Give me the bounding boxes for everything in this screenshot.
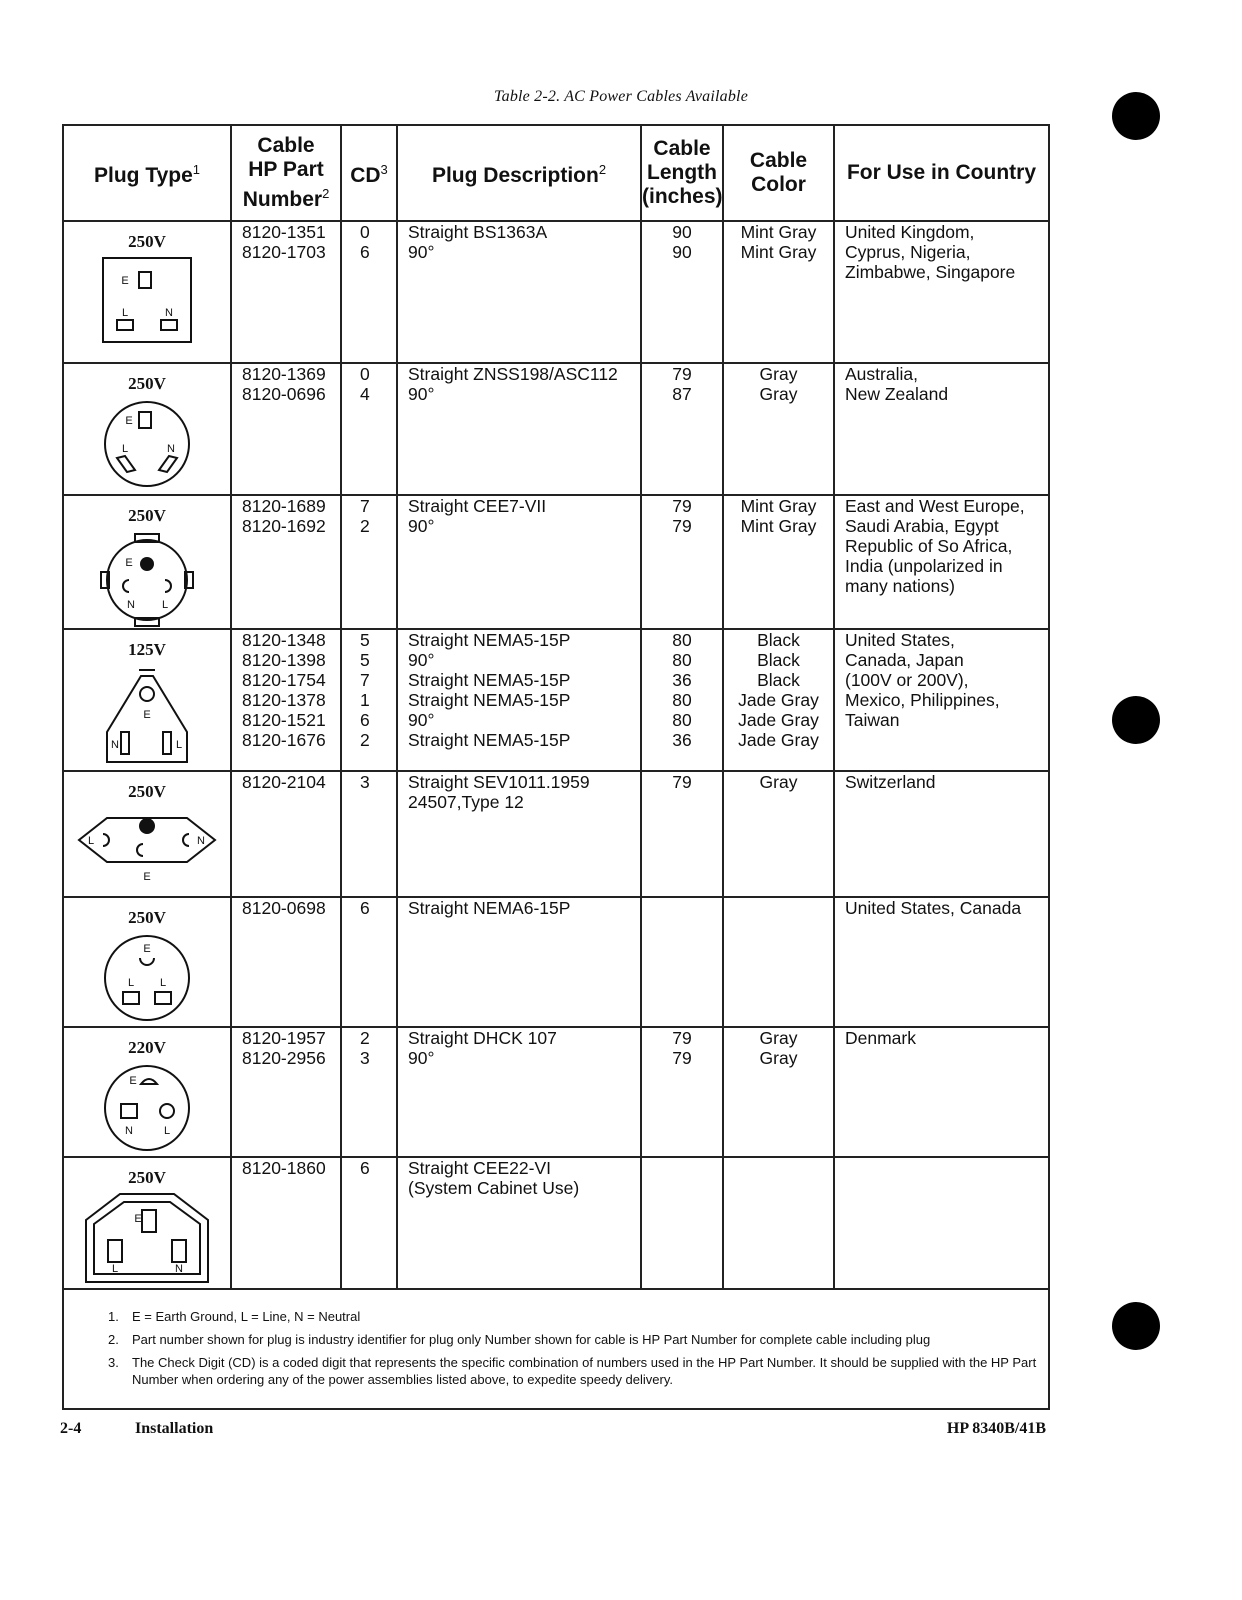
check-digit: 6	[360, 242, 370, 262]
cable-length: 36	[672, 730, 692, 750]
cable-color-cell	[723, 771, 834, 897]
plug-type-cell	[63, 221, 231, 363]
part-number: 8120-1521	[242, 710, 326, 730]
table-row	[63, 1027, 1049, 1157]
check-digit: 4	[360, 384, 370, 404]
country-line: Republic of So Africa,	[845, 536, 1013, 556]
footnote: 3. The Check Digit (CD) is a coded digit that represents the specific combination of numbers used in the HP Part Number. It should be supplied with the HP Part Number when ordering any of the power assemblies listed above, to expedite speedy delivery.	[108, 1355, 1037, 1387]
punch-hole-middle	[1112, 696, 1160, 744]
country-line: United Kingdom,	[845, 222, 975, 242]
cable-color: Gray	[759, 384, 798, 404]
part-number: 8120-2956	[242, 1048, 326, 1068]
plug-description: Straight NEMA5-15P	[408, 730, 571, 750]
country-line: East and West Europe,	[845, 496, 1025, 516]
country-cell	[834, 1157, 1049, 1289]
cable-color-cell	[723, 1157, 834, 1289]
plug-type-cell	[63, 1157, 231, 1289]
check-digit: 2	[360, 1028, 370, 1048]
cable-color: Mint Gray	[740, 516, 817, 536]
section-name: Installation	[135, 1420, 214, 1437]
check-digit: 6	[360, 898, 370, 918]
part-number: 8120-1692	[242, 516, 326, 536]
country-line: Switzerland	[845, 772, 936, 792]
check-digit-cell	[341, 1027, 397, 1157]
cable-length-cell	[641, 495, 723, 629]
svg-text:L: L	[121, 307, 129, 319]
cable-length: 80	[672, 630, 692, 650]
cable-color-cell	[723, 221, 834, 363]
cable-length: 79	[672, 364, 692, 384]
header-part-number: Cable HP Part Number$^2$	[231, 125, 341, 221]
plug-description: Straight DHCK 107	[408, 1028, 557, 1048]
part-number-cell	[231, 495, 341, 629]
part-number: 8120-2104	[242, 772, 326, 792]
cable-length: 80	[672, 710, 692, 730]
ac-power-cables-table	[62, 124, 1050, 1410]
cee7-plug-icon	[64, 528, 230, 628]
nema6-15p-plug-icon	[64, 930, 230, 1026]
cable-color: Mint Gray	[740, 496, 817, 516]
cable-length: 79	[672, 1048, 692, 1068]
cable-length: 79	[672, 1028, 692, 1048]
check-digit: 3	[360, 772, 370, 792]
part-number-cell	[231, 771, 341, 897]
plug-description-cell	[397, 629, 641, 771]
part-number: 8120-1689	[242, 496, 326, 516]
header-cable-color: Cable Color	[723, 125, 834, 221]
plug-type-cell	[63, 897, 231, 1027]
svg-text:L: L	[121, 443, 129, 455]
svg-text:E: E	[143, 709, 151, 721]
table-row	[63, 629, 1049, 771]
nema5-15p-plug-icon	[64, 662, 230, 768]
cable-color: Gray	[759, 1048, 798, 1068]
cable-color: Mint Gray	[740, 222, 817, 242]
svg-text:N: N	[127, 599, 135, 611]
cable-color: Jade Gray	[738, 710, 819, 730]
notes-row	[63, 1289, 1049, 1409]
svg-text:L: L	[175, 739, 183, 751]
check-digit: 7	[360, 670, 370, 690]
part-number: 8120-1369	[242, 364, 326, 384]
cee22-plug-icon	[64, 1190, 230, 1286]
plug-voltage: 250V	[128, 506, 166, 525]
country-line: United States, Canada	[845, 898, 1022, 918]
plug-description-cell	[397, 1157, 641, 1289]
country-line: Taiwan	[845, 710, 900, 730]
plug-description: 90°	[408, 1048, 435, 1068]
country-cell	[834, 629, 1049, 771]
plug-description: Straight NEMA5-15P	[408, 670, 571, 690]
plug-voltage: 220V	[128, 1038, 166, 1057]
plug-description-cell	[397, 495, 641, 629]
svg-text:E: E	[125, 557, 133, 569]
cable-length-cell	[641, 629, 723, 771]
cable-length: 80	[672, 690, 692, 710]
cable-length-cell	[641, 363, 723, 495]
table-caption: Table 2-2. AC Power Cables Available	[493, 88, 749, 105]
cable-length-cell	[641, 1157, 723, 1289]
table-row	[63, 897, 1049, 1027]
part-number: 8120-1351	[242, 222, 326, 242]
plug-description: 90°	[408, 384, 435, 404]
plug-voltage: 250V	[128, 782, 166, 801]
footnote: 2. Part number shown for plug is industry identifier for plug only Number shown for cable is HP Part Number for complete cable including plug	[108, 1332, 931, 1347]
svg-text:N: N	[125, 1125, 133, 1137]
svg-text:N: N	[111, 739, 119, 751]
part-number-cell	[231, 1157, 341, 1289]
country-line: many nations)	[845, 576, 955, 596]
part-number-cell	[231, 629, 341, 771]
check-digit-cell	[341, 629, 397, 771]
footnote: 1. E = Earth Ground, L = Line, N = Neutral	[108, 1309, 361, 1324]
country-cell	[834, 771, 1049, 897]
plug-description: 90°	[408, 710, 435, 730]
svg-text:E: E	[129, 1075, 137, 1087]
check-digit-cell	[341, 221, 397, 363]
check-digit: 0	[360, 222, 370, 242]
sev1011-plug-icon	[64, 804, 230, 888]
cable-length: 36	[672, 670, 692, 690]
country-cell	[834, 363, 1049, 495]
country-line: (100V or 200V),	[845, 670, 969, 690]
part-number-cell	[231, 897, 341, 1027]
cable-color: Black	[757, 630, 800, 650]
plug-description: 90°	[408, 650, 435, 670]
plug-description: Straight NEMA6-15P	[408, 898, 571, 918]
plug-description: Straight BS1363A	[408, 222, 548, 242]
cable-color-cell	[723, 1027, 834, 1157]
country-cell	[834, 221, 1049, 363]
cable-length: 79	[672, 496, 692, 516]
country-line: Australia,	[845, 364, 918, 384]
plug-type-cell	[63, 771, 231, 897]
svg-text:E: E	[143, 871, 151, 883]
part-number: 8120-1957	[242, 1028, 326, 1048]
header-plug-description: Plug Description$^2$	[397, 125, 641, 221]
cable-length-cell	[641, 221, 723, 363]
plug-type-cell	[63, 1027, 231, 1157]
plug-description: Straight ZNSS198/ASC112	[408, 364, 618, 384]
check-digit-cell	[341, 771, 397, 897]
cable-length-cell	[641, 897, 723, 1027]
header-plug-type: Plug Type$^1$	[63, 125, 231, 221]
cable-color: Black	[757, 650, 800, 670]
cable-length-cell	[641, 771, 723, 897]
plug-description-cell	[397, 221, 641, 363]
plug-description: Straight CEE7-VII	[408, 496, 547, 516]
check-digit-cell	[341, 495, 397, 629]
svg-text:E: E	[121, 275, 129, 287]
plug-description-cell	[397, 771, 641, 897]
part-number: 8120-1398	[242, 650, 326, 670]
part-number-cell	[231, 221, 341, 363]
punch-hole-bottom	[1112, 1302, 1160, 1350]
plug-description: 24507,Type 12	[408, 792, 524, 812]
plug-voltage: 250V	[128, 1168, 166, 1187]
part-number: 8120-1378	[242, 690, 326, 710]
plug-voltage: 250V	[128, 908, 166, 927]
country-line: New Zealand	[845, 384, 949, 404]
cable-length: 90	[672, 242, 692, 262]
plug-description-cell	[397, 1027, 641, 1157]
cable-color-cell	[723, 629, 834, 771]
table-row	[63, 1157, 1049, 1289]
model-number: HP 8340B/41B	[946, 1420, 1046, 1437]
plug-description: Straight SEV1011.1959	[408, 772, 590, 792]
cable-color: Gray	[759, 364, 798, 384]
check-digit: 1	[360, 690, 370, 710]
cable-color-cell	[723, 363, 834, 495]
part-number: 8120-1754	[242, 670, 326, 690]
part-number: 8120-0696	[242, 384, 326, 404]
plug-voltage: 250V	[128, 232, 166, 251]
dhck107-plug-icon	[64, 1060, 230, 1156]
svg-text:L: L	[161, 599, 169, 611]
cable-color: Gray	[759, 772, 798, 792]
cable-length: 90	[672, 222, 692, 242]
cable-color: Jade Gray	[738, 690, 819, 710]
country-line: Denmark	[845, 1028, 916, 1048]
part-number-cell	[231, 1027, 341, 1157]
check-digit: 0	[360, 364, 370, 384]
country-cell	[834, 897, 1049, 1027]
check-digit: 2	[360, 516, 370, 536]
as3112-plug-icon	[64, 396, 230, 492]
part-number: 8120-1860	[242, 1158, 326, 1178]
country-line: Canada, Japan	[845, 650, 964, 670]
footnotes	[63, 1289, 1049, 1409]
part-number-cell	[231, 363, 341, 495]
country-line: United States,	[845, 630, 955, 650]
table-row	[63, 363, 1049, 495]
punch-hole-top	[1112, 92, 1160, 140]
header-check-digit: $CD^3$	[341, 125, 397, 221]
plug-description: Straight CEE22-VI	[408, 1158, 551, 1178]
cable-color: Black	[757, 670, 800, 690]
svg-text:L: L	[163, 1125, 171, 1137]
part-number: 8120-0698	[242, 898, 326, 918]
check-digit: 5	[360, 630, 370, 650]
check-digit: 6	[360, 1158, 370, 1178]
plug-description: 90°	[408, 516, 435, 536]
svg-text:E: E	[125, 415, 133, 427]
check-digit: 5	[360, 650, 370, 670]
country-cell	[834, 1027, 1049, 1157]
table-row	[63, 771, 1049, 897]
svg-text:E: E	[134, 1213, 142, 1225]
plug-voltage: 250V	[128, 374, 166, 393]
part-number: 8120-1703	[242, 242, 326, 262]
plug-type-cell	[63, 629, 231, 771]
part-number: 8120-1676	[242, 730, 326, 750]
check-digit: 6	[360, 710, 370, 730]
bs1363-plug-icon	[64, 254, 230, 346]
country-line: Zimbabwe, Singapore	[845, 262, 1016, 282]
plug-type-cell	[63, 363, 231, 495]
header-row	[63, 125, 1049, 221]
svg-text:N: N	[197, 835, 205, 847]
svg-text:E: E	[143, 943, 151, 955]
plug-description-cell	[397, 897, 641, 1027]
plug-description: (System Cabinet Use)	[408, 1178, 580, 1198]
svg-text:N: N	[175, 1263, 183, 1275]
cable-color: Mint Gray	[740, 242, 817, 262]
country-line: Saudi Arabia, Egypt	[845, 516, 999, 536]
svg-text:L: L	[159, 977, 167, 989]
country-line: Mexico, Philippines,	[845, 690, 1000, 710]
plug-description-cell	[397, 363, 641, 495]
part-number: 8120-1348	[242, 630, 326, 650]
check-digit-cell	[341, 897, 397, 1027]
cable-color-cell	[723, 897, 834, 1027]
page-number: 2-4	[60, 1420, 82, 1437]
plug-description: Straight NEMA5-15P	[408, 630, 571, 650]
check-digit: 2	[360, 730, 370, 750]
cable-color: Gray	[759, 1028, 798, 1048]
svg-text:L: L	[127, 977, 135, 989]
country-line: India (unpolarized in	[845, 556, 1003, 576]
cable-length-cell	[641, 1027, 723, 1157]
check-digit: 7	[360, 496, 370, 516]
check-digit: 3	[360, 1048, 370, 1068]
header-country: For Use in Country	[834, 125, 1049, 221]
svg-text:L: L	[87, 835, 95, 847]
cable-color-cell	[723, 495, 834, 629]
check-digit-cell	[341, 363, 397, 495]
table-row	[63, 221, 1049, 363]
plug-voltage: 125V	[128, 640, 166, 659]
country-line: Cyprus, Nigeria,	[845, 242, 971, 262]
cable-length: 80	[672, 650, 692, 670]
cable-length: 87	[672, 384, 692, 404]
svg-text:L: L	[111, 1263, 119, 1275]
header-cable-length: Cable Length (inches)	[641, 125, 723, 221]
svg-text:N: N	[165, 307, 173, 319]
check-digit-cell	[341, 1157, 397, 1289]
table-row	[63, 495, 1049, 629]
svg-text:N: N	[167, 443, 175, 455]
plug-description: 90°	[408, 242, 435, 262]
cable-length: 79	[672, 772, 692, 792]
country-cell	[834, 495, 1049, 629]
cable-length: 79	[672, 516, 692, 536]
plug-description: Straight NEMA5-15P	[408, 690, 571, 710]
cable-color: Jade Gray	[738, 730, 819, 750]
plug-type-cell	[63, 495, 231, 629]
